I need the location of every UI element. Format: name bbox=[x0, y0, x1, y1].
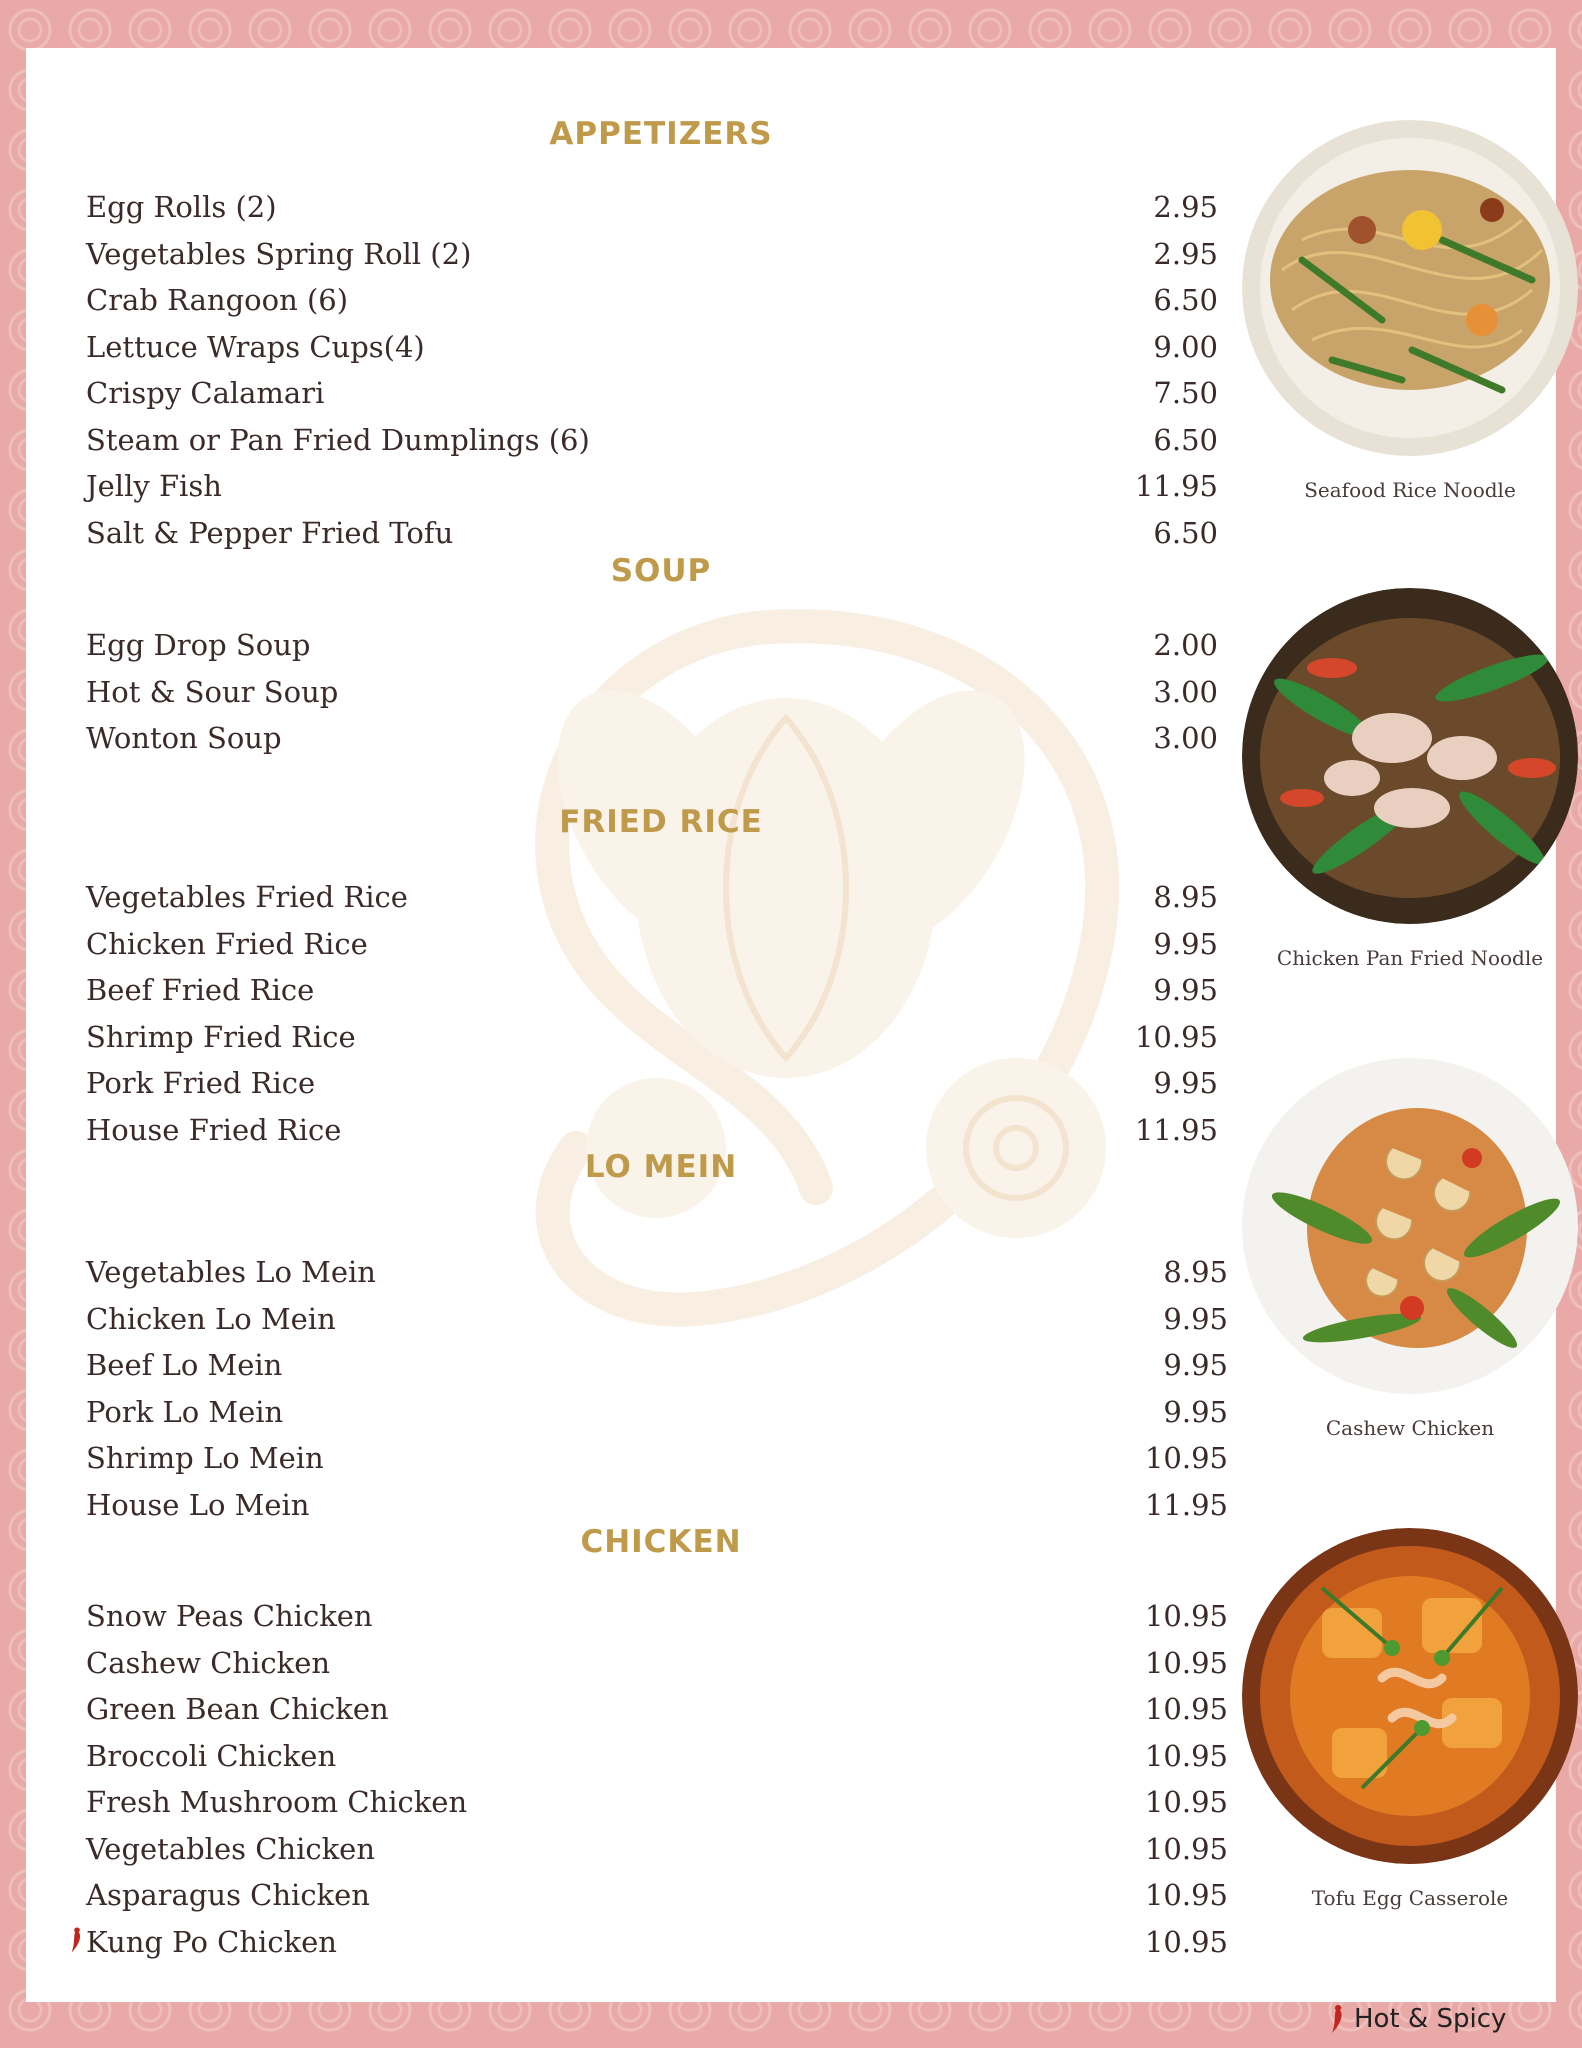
menu-item-price: 8.95 bbox=[1163, 1255, 1228, 1289]
menu-item-price: 10.95 bbox=[1144, 1599, 1228, 1633]
menu-item-price: 7.50 bbox=[1153, 376, 1218, 410]
menu-item-price: 10.95 bbox=[1144, 1831, 1228, 1866]
menu-item-price: 10.95 bbox=[1144, 1878, 1228, 1912]
menu-item-name: Wonton Soup bbox=[86, 721, 282, 755]
menu-item bbox=[86, 921, 1218, 967]
photo-caption: Cashew Chicken bbox=[1325, 1416, 1495, 1440]
menu-item-price: 10.95 bbox=[1144, 1738, 1228, 1773]
photo-caption: Seafood Rice Noodle bbox=[1304, 478, 1516, 502]
menu-item-price: 10.95 bbox=[1144, 1785, 1228, 1819]
menu-item bbox=[86, 1249, 1228, 1295]
chili-pepper-icon bbox=[1328, 2003, 1346, 2035]
menu-item-price: 9.95 bbox=[1153, 926, 1218, 961]
menu-item-price: 2.00 bbox=[1153, 628, 1218, 662]
menu-item bbox=[86, 1482, 1228, 1528]
photo-tofu-egg-casserole bbox=[1242, 1528, 1578, 1910]
section-title-soup: SOUP bbox=[610, 553, 712, 589]
menu-item bbox=[86, 1919, 1228, 1965]
menu-item-price: 10.95 bbox=[1134, 1019, 1218, 1054]
menu-item-name: Vegetables Chicken bbox=[86, 1831, 376, 1866]
menu-item-name: Chicken Lo Mein bbox=[86, 1301, 336, 1336]
section-title-fried-rice: FRIED RICE bbox=[559, 804, 763, 840]
menu-item-name: Crispy Calamari bbox=[86, 376, 325, 410]
photo-cashew-chicken bbox=[1242, 1058, 1578, 1440]
menu-item-name: Crab Rangoon (6) bbox=[86, 283, 349, 317]
menu-item-name: House Lo Mein bbox=[86, 1487, 310, 1522]
menu-item bbox=[86, 669, 1218, 715]
menu-item-price: 6.50 bbox=[1153, 422, 1218, 457]
menu-item-name: Cashew Chicken bbox=[86, 1645, 331, 1680]
menu-item bbox=[86, 1779, 1228, 1825]
chili-pepper-icon bbox=[68, 1925, 84, 1955]
section-title-appetizers: APPETIZERS bbox=[549, 116, 773, 152]
menu-item-price: 11.95 bbox=[1134, 469, 1218, 503]
menu-item bbox=[86, 1733, 1228, 1779]
menu-item bbox=[86, 1389, 1228, 1435]
menu-item-name: Vegetables Spring Roll (2) bbox=[86, 236, 472, 271]
noodle-dish-photo-icon bbox=[1242, 120, 1578, 456]
menu-item bbox=[86, 277, 1218, 323]
menu-item bbox=[86, 1014, 1218, 1060]
menu-item bbox=[86, 1872, 1228, 1918]
menu-page bbox=[26, 48, 1556, 2034]
photo-caption: Chicken Pan Fried Noodle bbox=[1276, 946, 1544, 970]
menu-item bbox=[86, 1593, 1228, 1639]
menu-item-name: Shrimp Lo Mein bbox=[86, 1441, 324, 1475]
menu-item-name: Beef Lo Mein bbox=[86, 1348, 283, 1382]
menu-item bbox=[86, 1686, 1228, 1732]
menu-item bbox=[86, 510, 1218, 556]
menu-item-name: Shrimp Fried Rice bbox=[86, 1019, 356, 1054]
menu-item-name: Broccoli Chicken bbox=[86, 1738, 337, 1773]
menu-item-name: House Fried Rice bbox=[86, 1112, 342, 1147]
menu-item-name: Fresh Mushroom Chicken bbox=[86, 1785, 468, 1819]
menu-item-price: 9.95 bbox=[1163, 1394, 1228, 1429]
menu-item-name: Pork Lo Mein bbox=[86, 1394, 284, 1429]
menu-item-price: 2.95 bbox=[1153, 190, 1218, 224]
menu-item bbox=[86, 1342, 1228, 1388]
menu-item-price: 9.95 bbox=[1153, 1066, 1218, 1100]
menu-item bbox=[86, 463, 1218, 509]
menu-item-price: 6.50 bbox=[1153, 283, 1218, 317]
menu-item-price: 6.50 bbox=[1153, 515, 1218, 550]
menu-item-price: 3.00 bbox=[1153, 674, 1218, 709]
menu-item-name: Asparagus Chicken bbox=[86, 1878, 370, 1912]
menu-item-name: Vegetables Lo Mein bbox=[86, 1255, 376, 1289]
menu-item-price: 8.95 bbox=[1153, 880, 1218, 914]
menu-item bbox=[86, 1640, 1228, 1686]
menu-item bbox=[86, 417, 1218, 463]
menu-item-name: Snow Peas Chicken bbox=[86, 1599, 373, 1633]
menu-item-name: Chicken Fried Rice bbox=[86, 926, 368, 961]
menu-item-price: 11.95 bbox=[1134, 1112, 1218, 1147]
photo-chicken-pan-fried-noodle bbox=[1242, 588, 1578, 970]
hot-spicy-legend bbox=[1328, 2003, 1506, 2035]
cashew-dish-photo-icon bbox=[1242, 1058, 1578, 1394]
menu-item-price: 10.95 bbox=[1144, 1692, 1228, 1726]
menu-item-name: Kung Po Chicken bbox=[86, 1924, 337, 1959]
menu-item bbox=[86, 967, 1218, 1013]
menu-item bbox=[86, 324, 1218, 370]
menu-item-name: Lettuce Wraps Cups(4) bbox=[86, 329, 425, 364]
menu-item-name: Egg Rolls (2) bbox=[86, 190, 277, 224]
menu-item-price: 9.00 bbox=[1153, 329, 1218, 364]
section-title-chicken: CHICKEN bbox=[580, 1524, 742, 1560]
photo-seafood-rice-noodle bbox=[1242, 120, 1578, 502]
menu-item-name: Salt & Pepper Fried Tofu bbox=[86, 515, 454, 550]
menu-item bbox=[86, 1826, 1228, 1872]
menu-item-price: 9.95 bbox=[1163, 1348, 1228, 1382]
menu-item bbox=[86, 231, 1218, 277]
menu-item-name: Beef Fried Rice bbox=[86, 973, 315, 1007]
menu-item-name: Steam or Pan Fried Dumplings (6) bbox=[86, 422, 590, 457]
chicken-dish-photo-icon bbox=[1242, 588, 1578, 924]
legend-label: Hot & Spicy bbox=[1354, 2004, 1507, 2034]
menu-item bbox=[86, 1296, 1228, 1342]
photo-caption: Tofu Egg Casserole bbox=[1311, 1886, 1509, 1910]
menu-item bbox=[86, 622, 1218, 668]
menu-item-price: 10.95 bbox=[1144, 1441, 1228, 1475]
menu-item bbox=[86, 1435, 1228, 1481]
menu-item-price: 10.95 bbox=[1144, 1645, 1228, 1680]
menu-item bbox=[86, 715, 1218, 761]
menu-item bbox=[86, 1060, 1218, 1106]
menu-item-name: Egg Drop Soup bbox=[86, 628, 311, 662]
menu-item-name: Green Bean Chicken bbox=[86, 1692, 389, 1726]
menu-item-name: Vegetables Fried Rice bbox=[86, 880, 408, 914]
menu-item-price: 10.95 bbox=[1144, 1924, 1228, 1959]
menu-item-name: Hot & Sour Soup bbox=[86, 674, 339, 709]
menu-item-price: 9.95 bbox=[1163, 1301, 1228, 1336]
menu-item bbox=[86, 1107, 1218, 1153]
menu-item bbox=[86, 184, 1218, 230]
menu-item-name: Pork Fried Rice bbox=[86, 1066, 316, 1100]
menu-item-price: 9.95 bbox=[1153, 973, 1218, 1007]
menu-item bbox=[86, 370, 1218, 416]
menu-item-price: 11.95 bbox=[1144, 1487, 1228, 1522]
section-title-lo-mein: LO MEIN bbox=[584, 1149, 738, 1185]
menu-item-price: 3.00 bbox=[1153, 721, 1218, 755]
menu-item-name: Jelly Fish bbox=[86, 469, 222, 503]
menu-item bbox=[86, 874, 1218, 920]
menu-item-price: 2.95 bbox=[1153, 236, 1218, 271]
casserole-dish-photo-icon bbox=[1242, 1528, 1578, 1864]
